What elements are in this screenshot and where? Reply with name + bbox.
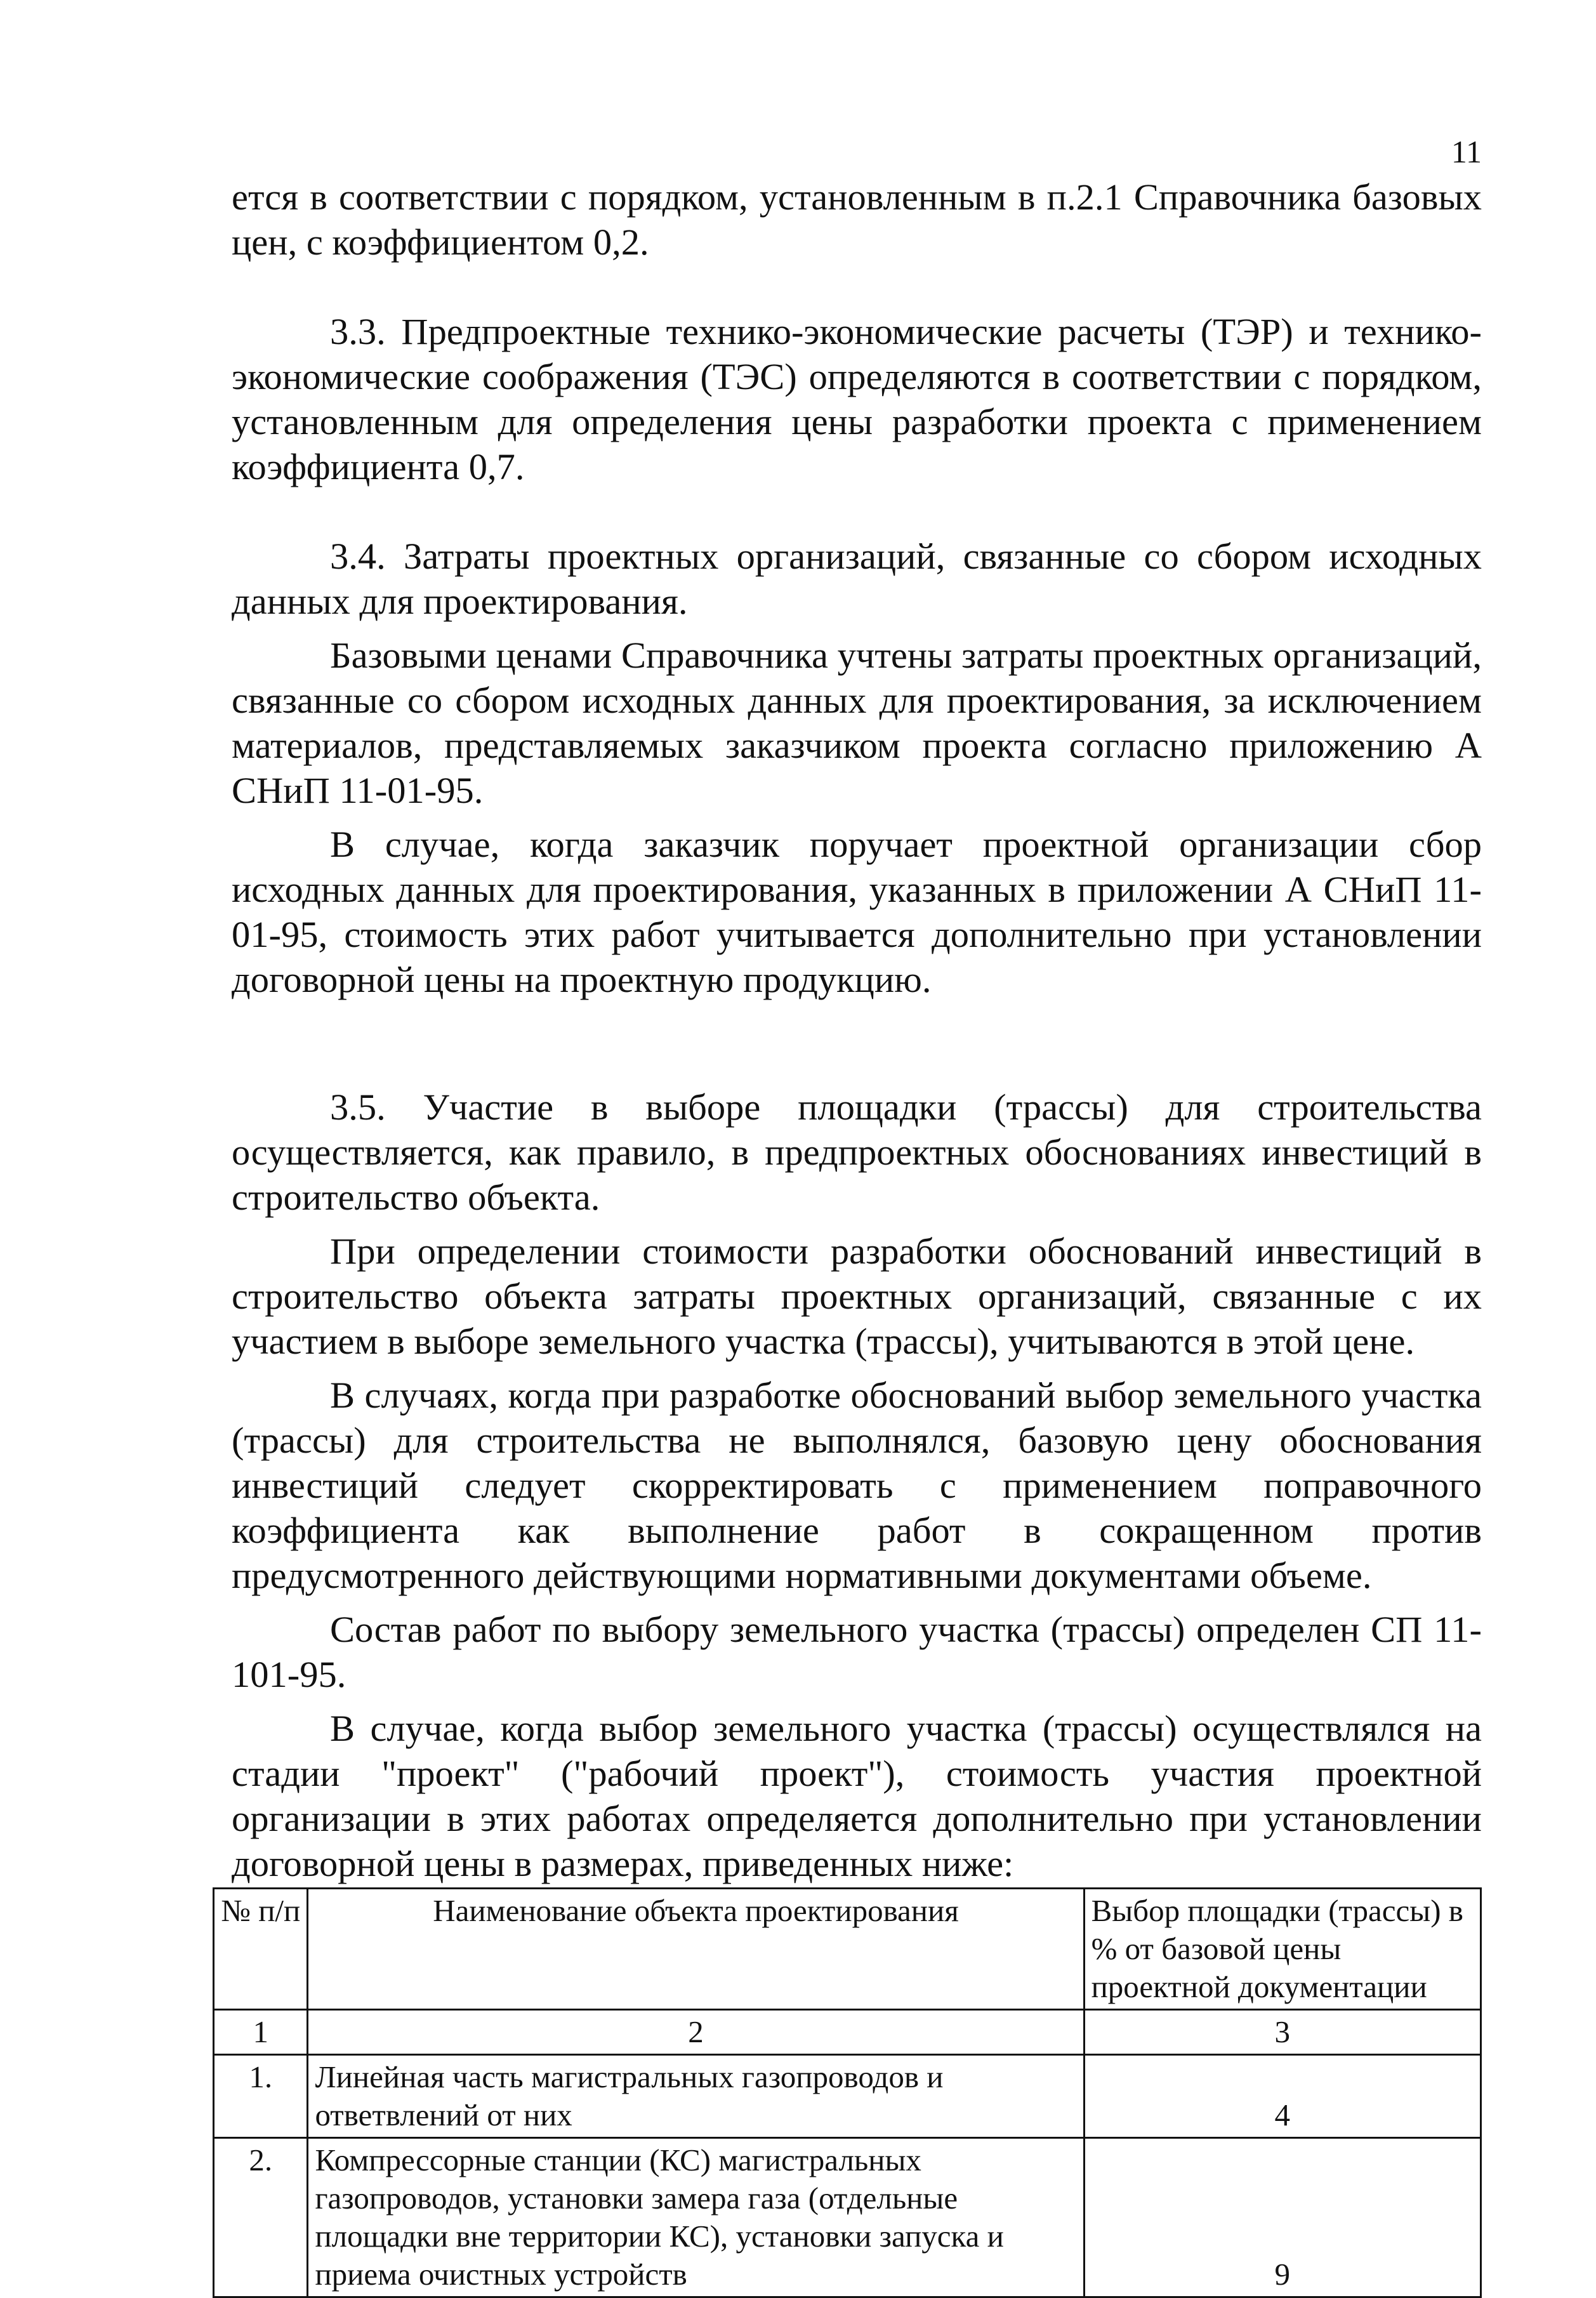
site-selection-table (213, 1887, 1482, 2298)
row-name: Линейная часть магистральных газопроводов и ответвлений от них (308, 2055, 1084, 2138)
paragraph-3-4-customer: В случае, когда заказчик поручает проектной организации сбор исходных данных для проектирования, указанных в приложении А СНиП 11-01-95, стоимость этих работ учитывается дополнительно при установлении договорной цены на проектную продукцию. (232, 824, 1482, 1000)
paragraph-3-5-correction: В случаях, когда при разработке обоснований выбор земельного участка (трассы) для строительства не выполнялся, базовую цену обоснования инвестиций следует скорректировать с применением поправочного коэффициента как выполнение работ в сокращенном против предусмотренного действующими нормативными документами объеме. (232, 1375, 1482, 1596)
index-cell: 1 (214, 2010, 308, 2055)
table-row (214, 2055, 1481, 2138)
paragraph-3-5: 3.5. Участие в выборе площадки (трассы) для строительства осуществляется, как правило, в предпроектных обоснованиях инвестиций в строительство объекта. (232, 1086, 1482, 1218)
row-num: 2. (214, 2138, 308, 2297)
paragraph-continuation: ется в соответствии с порядком, установленным в п.2.1 Справочника базовых цен, с коэффициентом 0,2. (232, 176, 1482, 263)
index-cell: 3 (1084, 2010, 1481, 2055)
row-percent: 4 (1084, 2055, 1481, 2138)
document-body (221, 175, 1482, 2298)
page-number: 11 (1451, 134, 1482, 169)
table-row (214, 2138, 1481, 2297)
paragraph-3-4: 3.4. Затраты проектных организаций, связанные со сбором исходных данных для проектирования. (232, 536, 1482, 622)
header-name: Наименование объекта проектирования (308, 1889, 1084, 2010)
index-cell: 2 (308, 2010, 1084, 2055)
row-percent: 9 (1084, 2138, 1481, 2297)
table-index-row (214, 2010, 1481, 2055)
row-num: 1. (214, 2055, 308, 2138)
header-num: № п/п (214, 1889, 308, 2010)
table-header-row (214, 1889, 1481, 2010)
paragraph-3-5-scope: Состав работ по выбору земельного участка (трассы) определен СП 11-101-95. (232, 1609, 1482, 1695)
paragraph-3-3: 3.3. Предпроектные технико-экономические расчеты (ТЭР) и технико-экономические соображения (ТЭС) определяются в соответствии с порядком, установленным для определения цены разработки проекта с применением коэффициента 0,7. (232, 311, 1482, 487)
paragraph-3-4-base-prices: Базовыми ценами Справочника учтены затраты проектных организаций, связанные со сбором исходных данных для проектирования, за исключением материалов, представляемых заказчиком проекта согласно приложению А СНиП 11-01-95. (232, 635, 1482, 811)
paragraph-3-5-cost: При определении стоимости разработки обоснований инвестиций в строительство объекта затраты проектных организаций, связанные с их участием в выборе земельного участка (трассы), учитываются в этой цене. (232, 1231, 1482, 1362)
row-name: Компрессорные станции (КС) магистральных газопроводов, установки замера газа (отдельные площадки вне территории КС), установки запуска и приема очистных устройств (308, 2138, 1084, 2297)
paragraph-3-5-project-stage: В случае, когда выбор земельного участка (трассы) осуществлялся на стадии "проект" ("рабочий проект"), стоимость участия проектной организации в этих работах определяется дополнительно при установлении договорной цены в размерах, приведенных ниже: (232, 1708, 1482, 1884)
header-percent: Выбор площадки (трассы) в % от базовой цены проектной документации (1084, 1889, 1481, 2010)
